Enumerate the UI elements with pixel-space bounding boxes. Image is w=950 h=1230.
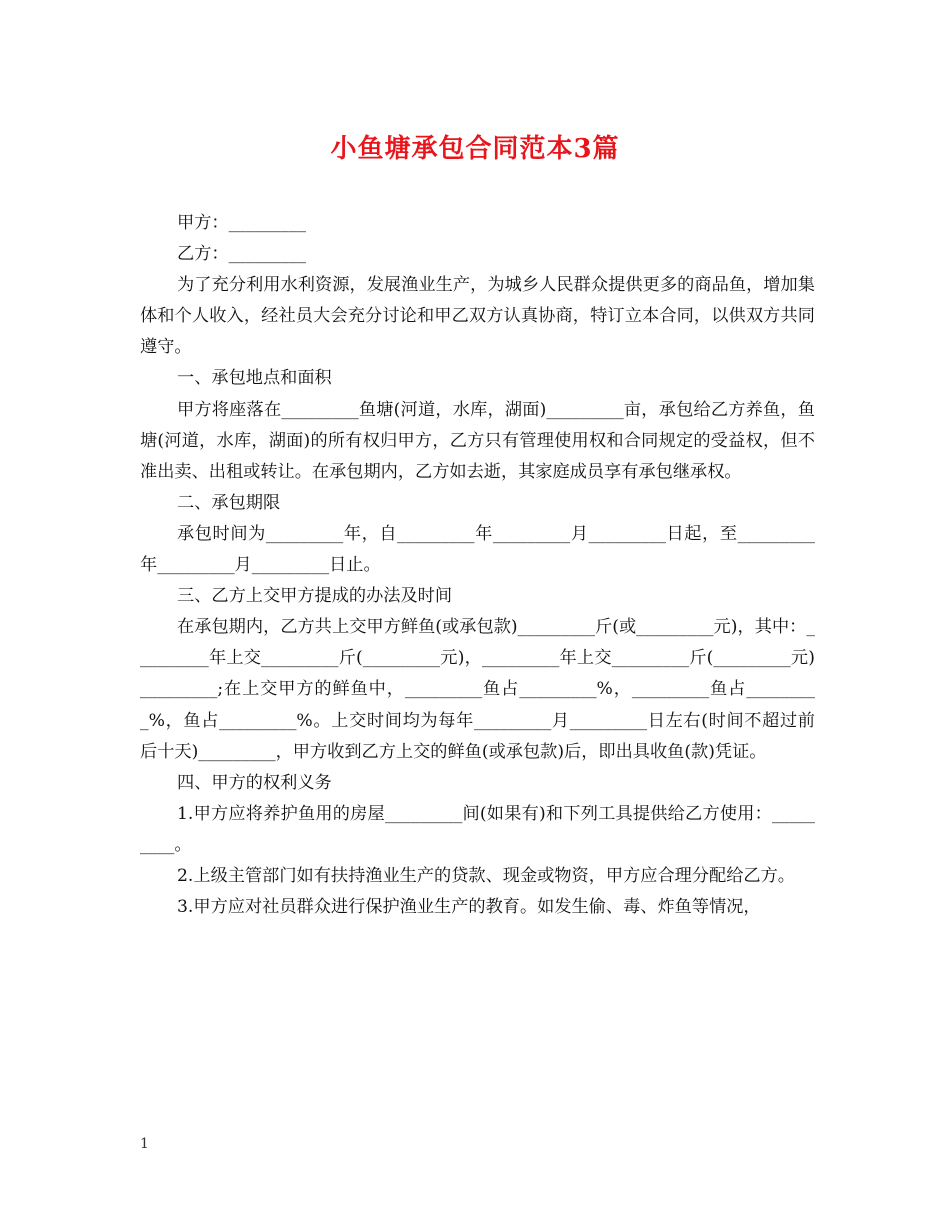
party-a-clause-3: 3.甲方应对社员群众进行保护渔业生产的教育。如发生偷、毒、炸鱼等情况， bbox=[177, 897, 761, 918]
party-a-line: 甲方：_________ bbox=[177, 213, 306, 233]
party-a-clause-1: 1.甲方应将养护鱼用的房屋_________间(如果有)和下列工具提供给乙方使用：_________。 bbox=[140, 803, 815, 855]
term-paragraph: 承包时间为_________年，自_________年_________月_________日起，至_________年_________月_________日止。 bbox=[140, 523, 815, 576]
location-area-paragraph: 甲方将座落在_________鱼塘(河道，水库，湖面)_________亩，承包给乙方养鱼，鱼塘(河道，水库，湖面)的所有权归甲方，乙方只有管理使用权和合同规定的受益权，但不准出卖、出租或转让。在承包期内，乙方如去逝，其家庭成员享有承包继承权。 bbox=[140, 399, 815, 482]
section-heading-payment: 三、乙方上交甲方提成的办法及时间 bbox=[177, 586, 453, 607]
party-a-clause-2: 2.上级主管部门如有扶持渔业生产的贷款、现金或物资，甲方应合理分配给乙方。 bbox=[177, 865, 795, 886]
preamble-paragraph: 为了充分利用水利资源，发展渔业生产，为城乡人民群众提供更多的商品鱼，增加集体和个人收入，经社员大会充分讨论和甲乙双方认真协商，特订立本合同，以供双方共同遵守。 bbox=[140, 275, 815, 358]
section-heading-location-area: 一、承包地点和面积 bbox=[177, 368, 332, 389]
page-number: 1 bbox=[140, 1136, 149, 1152]
payment-paragraph: 在承包期内，乙方共上交甲方鲜鱼(或承包款)_________斤(或_________元)，其中：_________年上交_________斤(_________元)，_________年上交_________斤(_________元)_________;在上交甲方的鲜鱼中，_________鱼占_________%，_________鱼占_________%，鱼占_________%。上交时间均为每年_________月_________日左右(时间不超过前后十天)_________，甲方收到乙方上交的鲜鱼(或承包款)后，即出具收鱼(款)凭证。 bbox=[140, 617, 815, 762]
document-body bbox=[140, 208, 815, 923]
section-heading-party-a-rights: 四、甲方的权利义务 bbox=[177, 772, 332, 793]
party-b-line: 乙方：_________ bbox=[177, 244, 306, 265]
document-title: 小鱼塘承包合同范本3篇 bbox=[330, 134, 620, 164]
section-heading-term: 二、承包期限 bbox=[177, 492, 281, 513]
